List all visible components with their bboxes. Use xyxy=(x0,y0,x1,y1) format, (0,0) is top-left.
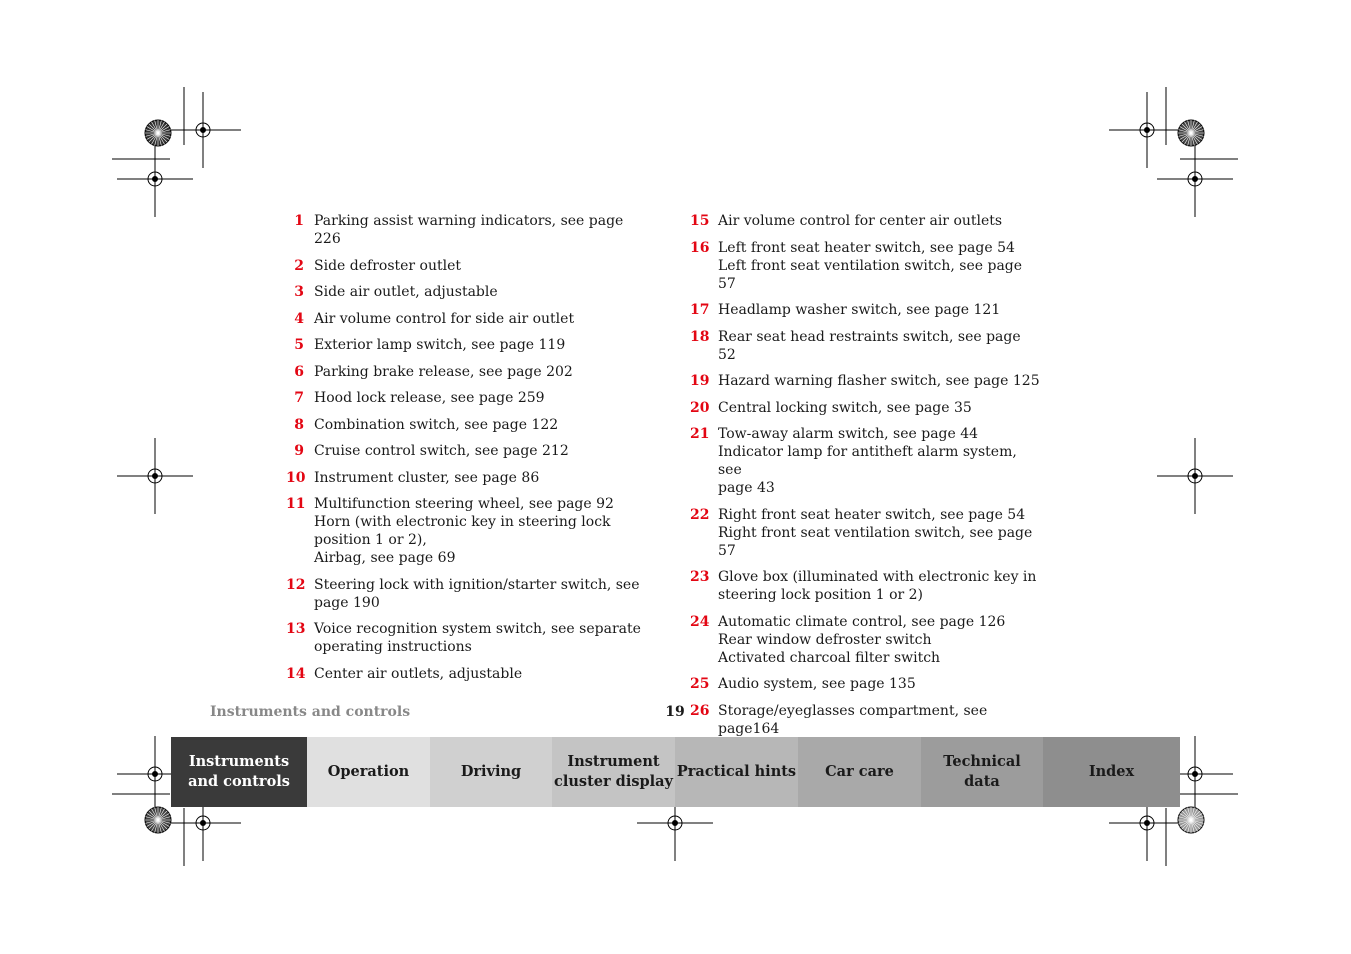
legend-item-number: 9 xyxy=(294,443,304,459)
legend-item-text: Left front seat ventilation switch, see page 57 xyxy=(718,257,1023,292)
tab-practical-hints[interactable]: Practical hints xyxy=(675,737,798,807)
crosshair-target-icon xyxy=(1157,141,1233,217)
legend-item xyxy=(690,239,1040,293)
legend-item-text: Indicator lamp for antitheft alarm system, see xyxy=(718,444,1017,478)
legend-item-text: Side air outlet, adjustable xyxy=(314,284,498,300)
legend-item-text: Activated charcoal filter switch xyxy=(718,649,941,666)
legend-item-number: 3 xyxy=(294,284,304,300)
legend-item xyxy=(690,212,1040,230)
legend-item-number: 4 xyxy=(294,310,304,327)
legend-item-text: Air volume control for side air outlet xyxy=(314,310,575,327)
legend-item-text: Air volume control for center air outlets xyxy=(718,213,1003,229)
legend-item xyxy=(286,257,646,275)
legend-item-number: 17 xyxy=(690,302,710,318)
legend-item-number: 23 xyxy=(690,569,710,585)
legend-item-number: 7 xyxy=(294,390,304,406)
legend-item-text: Cruise control switch, see page 212 xyxy=(314,443,569,459)
legend-item-text: Side defroster outlet xyxy=(314,257,462,274)
crosshair-target-icon xyxy=(1157,438,1233,514)
legend-item-text: Right front seat ventilation switch, see page 57 xyxy=(718,524,1033,559)
legend-item xyxy=(286,389,646,407)
legend-item-number: 12 xyxy=(286,576,306,593)
crosshair-target-icon xyxy=(165,92,241,168)
footer-section-title: Instruments and controls xyxy=(210,704,411,720)
legend-item xyxy=(286,576,646,612)
tab-technical-data[interactable]: Technical data xyxy=(921,737,1043,807)
legend-item-number: 8 xyxy=(294,416,304,433)
legend-item xyxy=(690,568,1040,604)
legend-item-text: Exterior lamp switch, see page 119 xyxy=(314,337,566,353)
legend-item xyxy=(286,442,646,460)
legend-item-number: 10 xyxy=(286,469,306,486)
legend-item-text: Steering lock with ignition/starter switch, see xyxy=(314,576,640,593)
legend-item xyxy=(690,399,1040,417)
legend-list-left xyxy=(286,212,646,691)
legend-item-text: Hood lock release, see page 259 xyxy=(314,390,545,406)
legend-item-text: Headlamp washer switch, see page 121 xyxy=(718,302,1001,318)
legend-item xyxy=(690,702,1040,738)
legend-item-text: Voice recognition system switch, see separate xyxy=(314,621,641,637)
crosshair-target-icon xyxy=(1109,92,1185,168)
legend-item xyxy=(286,495,646,567)
legend-item-text: Storage/eyeglasses compartment, see page164 xyxy=(718,702,988,737)
legend-item-text: page 43 xyxy=(718,480,775,496)
legend-item xyxy=(286,620,646,656)
legend-item-text: Central locking switch, see page 35 xyxy=(718,399,972,416)
legend-item-number: 21 xyxy=(690,426,710,442)
legend-item-number: 11 xyxy=(286,496,306,512)
legend-item-text: Multifunction steering wheel, see page 92 xyxy=(314,496,614,512)
legend-item-number: 1 xyxy=(294,213,304,229)
legend-item xyxy=(286,310,646,328)
legend-item-text: Horn (with electronic key in steering lock xyxy=(314,514,611,530)
legend-item-text: operating instructions xyxy=(314,639,472,655)
legend-item-number: 20 xyxy=(690,399,710,416)
legend-item xyxy=(690,328,1040,364)
legend-item-text: Hazard warning flasher switch, see page 125 xyxy=(718,373,1040,389)
legend-item xyxy=(286,363,646,381)
crosshair-target-icon xyxy=(117,141,193,217)
legend-item-number: 25 xyxy=(690,676,710,692)
section-tab-bar xyxy=(171,737,1180,807)
color-rosette-icon xyxy=(145,807,171,833)
color-rosette-icon xyxy=(145,120,171,146)
legend-item-text: page 190 xyxy=(314,594,380,611)
legend-item xyxy=(286,469,646,487)
legend-item-text: Airbag, see page 69 xyxy=(314,550,456,566)
page-number: 19 xyxy=(665,704,685,720)
legend-item-text: Rear seat head restraints switch, see page 52 xyxy=(718,328,1021,363)
legend-item-number: 13 xyxy=(286,621,306,637)
legend-item xyxy=(690,425,1040,497)
color-rosette-icon xyxy=(1178,807,1204,833)
legend-item-text: steering lock position 1 or 2) xyxy=(718,587,924,603)
tab-index[interactable]: Index xyxy=(1043,737,1180,807)
tab-operation[interactable]: Operation xyxy=(307,737,430,807)
legend-item-number: 24 xyxy=(690,613,710,630)
legend-item-text: Audio system, see page 135 xyxy=(718,676,916,692)
legend-item-text: Center air outlets, adjustable xyxy=(314,665,523,682)
legend-item xyxy=(286,283,646,301)
legend-item-number: 19 xyxy=(690,373,710,389)
legend-item-text: Rear window defroster switch xyxy=(718,631,932,648)
legend-item xyxy=(690,301,1040,319)
legend-item-number: 5 xyxy=(294,337,304,353)
legend-item-number: 18 xyxy=(690,328,710,345)
legend-item-number: 22 xyxy=(690,506,710,523)
legend-item xyxy=(690,372,1040,390)
legend-item-text: Tow-away alarm switch, see page 44 xyxy=(718,426,979,442)
legend-item-number: 6 xyxy=(294,363,304,380)
legend-item xyxy=(690,675,1040,693)
legend-item xyxy=(286,665,646,683)
tab-car-care[interactable]: Car care xyxy=(798,737,921,807)
legend-item-text: Combination switch, see page 122 xyxy=(314,416,559,433)
color-rosette-icon xyxy=(1178,120,1204,146)
legend-item xyxy=(690,613,1040,667)
tab-instrument-cluster-display[interactable]: Instrument cluster display xyxy=(552,737,675,807)
tab-instruments-and-controls[interactable]: Instruments and controls xyxy=(171,737,307,807)
legend-item xyxy=(286,416,646,434)
legend-item-text: Parking assist warning indicators, see page 226 xyxy=(314,213,624,247)
legend-item-number: 26 xyxy=(690,702,710,719)
crosshair-target-icon xyxy=(117,438,193,514)
legend-item-number: 15 xyxy=(690,213,710,229)
legend-item xyxy=(286,336,646,354)
legend-list-right xyxy=(690,212,1040,746)
legend-item-text: Right front seat heater switch, see page 54 xyxy=(718,506,1026,523)
legend-item xyxy=(690,506,1040,560)
legend-item-text: Parking brake release, see page 202 xyxy=(314,363,573,380)
legend-item-text: Instrument cluster, see page 86 xyxy=(314,469,540,486)
legend-item-text: Glove box (illuminated with electronic key in xyxy=(718,569,1037,585)
legend-item-number: 16 xyxy=(690,239,710,256)
legend-item-text: Left front seat heater switch, see page 54 xyxy=(718,239,1015,256)
legend-item xyxy=(286,212,646,248)
tab-driving[interactable]: Driving xyxy=(430,737,552,807)
legend-item-text: position 1 or 2), xyxy=(314,532,427,548)
legend-item-text: Automatic climate control, see page 126 xyxy=(718,613,1006,630)
legend-item-number: 2 xyxy=(294,257,304,274)
legend-item-number: 14 xyxy=(286,665,306,682)
